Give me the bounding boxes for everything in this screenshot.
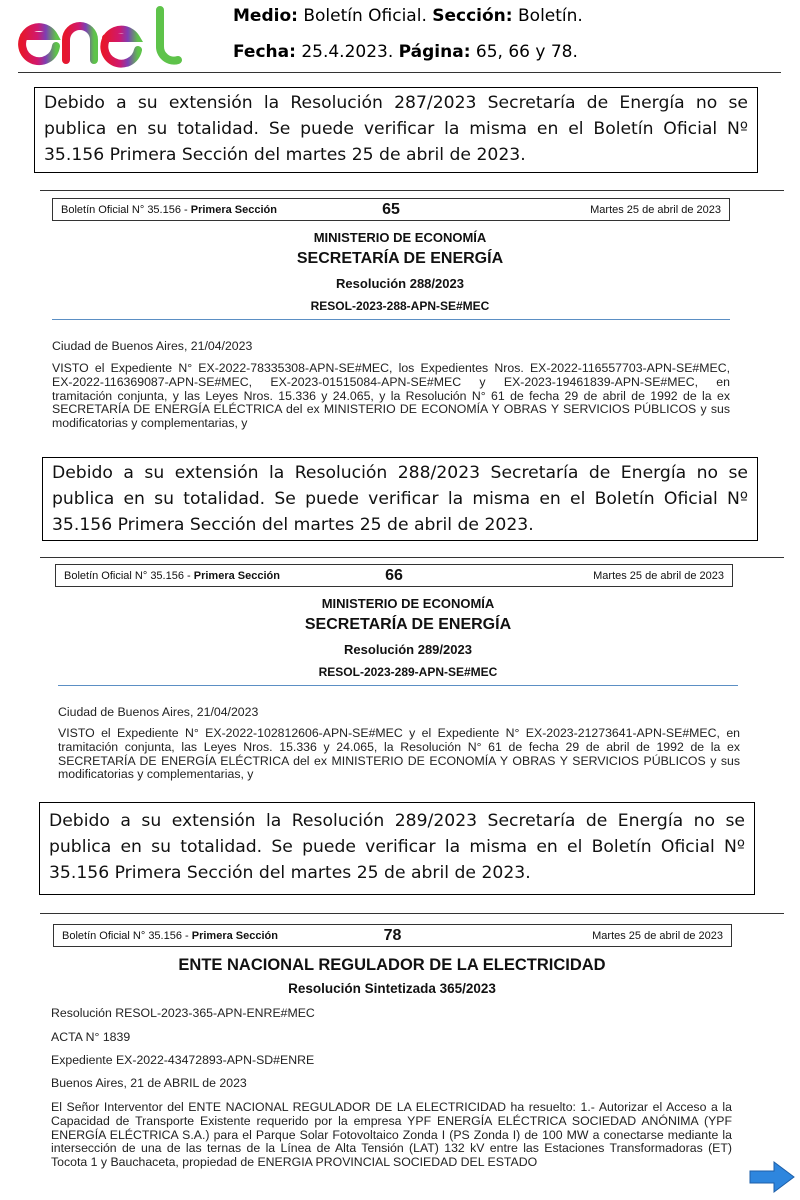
clip-divider bbox=[40, 913, 784, 914]
bulletin-id: Boletín Oficial N° 35.156 - Primera Sección bbox=[62, 929, 278, 942]
bulletin-header-bar bbox=[55, 564, 733, 587]
resolution-title: Resolución Sintetizada 365/2023 bbox=[288, 981, 496, 996]
visto-paragraph: VISTO el Expediente N° EX-2022-102812606-APN-SE#MEC y el Expediente N° EX-2023-21273641-APN-SE#MEC, en tramitación conjunta, las Leyes Nros. 15.336 y 24.065, la Resolución N° 61 de fecha 29 de abril de 1992 de la ex SECRETARÍA DE ENERGÍA ELÉCTRICA del ex MINISTERIO DE ECONOMÍA Y OBRAS Y SERVICIOS PÚBLICOS y sus modificatorias y complementarias, y bbox=[58, 726, 740, 782]
bulletin-header-bar bbox=[53, 924, 732, 947]
date-line: Buenos Aires, 21 de ABRIL de 2023 bbox=[51, 1076, 247, 1090]
resolution-title: Resolución 288/2023 bbox=[336, 276, 464, 291]
bulletin-date: Martes 25 de abril de 2023 bbox=[592, 929, 723, 942]
city-date: Ciudad de Buenos Aires, 21/04/2023 bbox=[52, 339, 253, 353]
resolution-title: Resolución 289/2023 bbox=[344, 642, 472, 657]
seccion-value: Boletín. bbox=[518, 6, 583, 26]
expediente-line: Expediente EX-2022-43472893-APN-SD#ENRE bbox=[51, 1053, 315, 1067]
ministry-title: MINISTERIO DE ECONOMÍA bbox=[313, 230, 487, 245]
resolution-line: Resolución RESOL-2023-365-APN-ENRE#MEC bbox=[51, 1006, 315, 1020]
page-number: 66 bbox=[385, 566, 403, 584]
header-divider bbox=[18, 72, 781, 73]
notice-box-287: Debido a su extensión la Resolución 287/2023 Secretaría de Energía no se publica en su totalidad. Se puede verificar la misma en el Boletín Oficial Nº 35.156 Primera Sección del martes 25 de abril de 2023. bbox=[34, 87, 758, 173]
arrow-right-icon[interactable] bbox=[748, 1160, 796, 1194]
fecha-value: 25.4.2023. bbox=[301, 42, 394, 62]
medio-label: Medio: bbox=[233, 6, 298, 26]
page-number: 65 bbox=[382, 200, 400, 218]
pagina-label: Página: bbox=[398, 42, 471, 62]
page-number: 78 bbox=[383, 926, 402, 944]
seccion-label: Sección: bbox=[432, 6, 513, 26]
ministry-title: MINISTERIO DE ECONOMÍA bbox=[321, 596, 495, 611]
fecha-label: Fecha: bbox=[233, 42, 296, 62]
city-date: Ciudad de Buenos Aires, 21/04/2023 bbox=[58, 705, 259, 719]
clip-divider bbox=[40, 557, 784, 558]
resolution-body: El Señor Interventor del ENTE NACIONAL REGULADOR DE LA ELECTRICIDAD ha resuelto: 1.- Autorizar el Acceso a la Capacidad de Transporte Existente requerido por la empresa YPF ENERGÍA ELÉCTRICA SOCIEDAD ANÓNIMA (YPF ENERGÍA ELÉCTRICA S.A.) para el Parque Solar Fotovoltaico Zonda I (PS Zonda I) de 100 MW a conectarse mediante la intersección de una de las ternas de la Línea de Alta Tensión (LAT) 132 kV entre las Estaciones Transformadoras (ET) Tocota 1 y Bauchaceta, propiedad de ENERGIA PROVINCIAL SOCIEDAD DEL ESTADO bbox=[51, 1101, 732, 1170]
secretaria-title: SECRETARÍA DE ENERGÍA bbox=[304, 616, 512, 633]
entity-title: ENTE NACIONAL REGULADOR DE LA ELECTRICIDAD bbox=[178, 956, 606, 974]
blue-divider bbox=[58, 685, 738, 686]
clip-divider bbox=[40, 190, 784, 191]
bulletin-date: Martes 25 de abril de 2023 bbox=[590, 203, 721, 216]
resolution-code: RESOL-2023-288-APN-SE#MEC bbox=[310, 299, 490, 313]
meta-fecha-pagina bbox=[233, 42, 578, 62]
acta-line: ACTA N° 1839 bbox=[51, 1030, 131, 1044]
bulletin-id: Boletín Oficial N° 35.156 - Primera Sección bbox=[61, 203, 277, 216]
medio-value: Boletín Oficial. bbox=[303, 6, 427, 26]
secretaria-title: SECRETARÍA DE ENERGÍA bbox=[296, 250, 504, 267]
notice-box-288: Debido a su extensión la Resolución 288/2023 Secretaría de Energía no se publica en su totalidad. Se puede verificar la misma en el Boletín Oficial Nº 35.156 Primera Sección del martes 25 de abril de 2023. bbox=[42, 457, 758, 541]
notice-box-289: Debido a su extensión la Resolución 289/2023 Secretaría de Energía no se publica en su totalidad. Se puede verificar la misma en el Boletín Oficial Nº 35.156 Primera Sección del martes 25 de abril de 2023. bbox=[39, 802, 755, 895]
enel-logo bbox=[18, 6, 188, 68]
bulletin-id: Boletín Oficial N° 35.156 - Primera Sección bbox=[64, 569, 280, 582]
bulletin-date: Martes 25 de abril de 2023 bbox=[593, 569, 724, 582]
blue-divider bbox=[52, 319, 730, 320]
resolution-code: RESOL-2023-289-APN-SE#MEC bbox=[318, 665, 498, 679]
pagina-value: 65, 66 y 78. bbox=[475, 42, 578, 62]
meta-medio-seccion bbox=[233, 6, 583, 26]
visto-paragraph: VISTO el Expediente N° EX-2022-78335308-APN-SE#MEC, los Expedientes Nros. EX-2022-116557703-APN-SE#MEC, EX-2022-116369087-APN-SE#MEC, EX-2023-01515084-APN-SE#MEC y EX-2023-19461839-APN-SE#MEC, en tramitación conjunta, y las Leyes Nros. 15.336 y 24.065, y la Resolución N° 61 de fecha 29 de abril de 1992 de la ex SECRETARÍA DE ENERGÍA ELÉCTRICA del ex MINISTERIO DE ECONOMÍA Y OBRAS Y SERVICIOS PÚBLICOS y sus modificatorias y complementarias, y bbox=[52, 361, 730, 431]
bulletin-header-bar bbox=[52, 198, 730, 221]
